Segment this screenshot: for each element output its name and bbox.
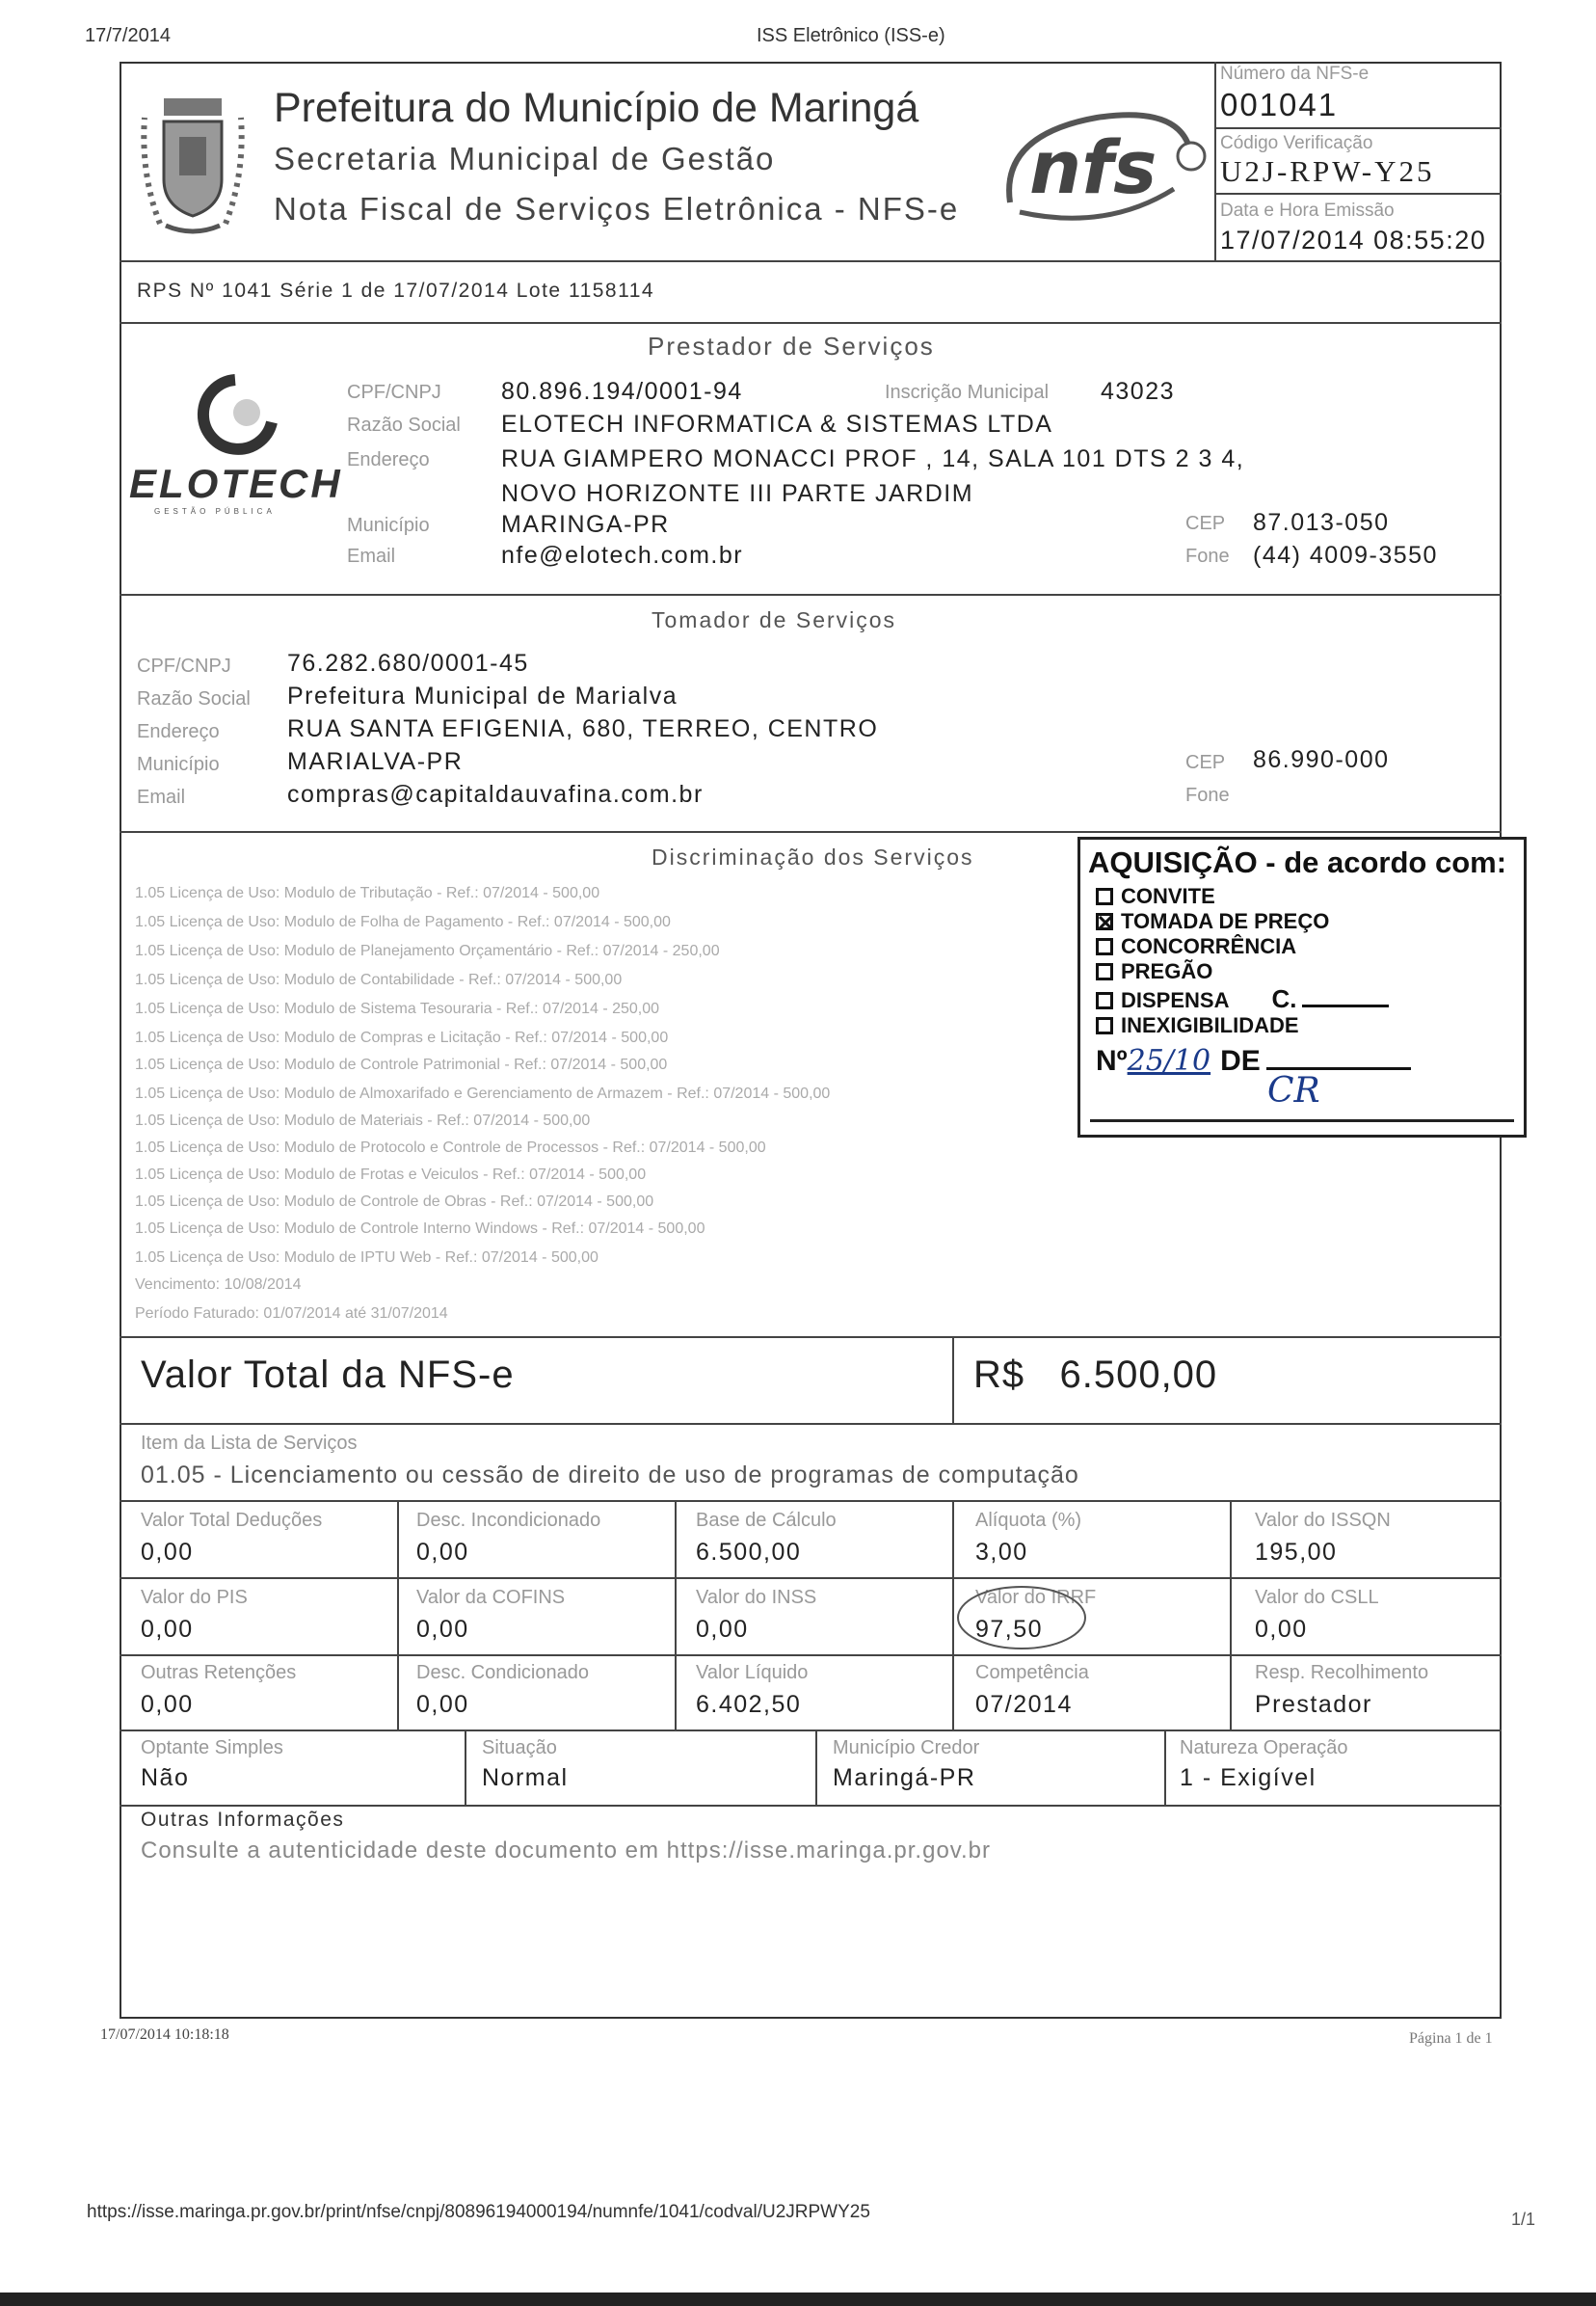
checkbox-concorrencia: [1096, 938, 1113, 955]
stamp-option-tomada-de-preco: TOMADA DE PREÇO: [1121, 909, 1330, 933]
dispensa-blank: [1302, 1005, 1389, 1007]
rule-tomador: [120, 831, 1502, 833]
stamp-option-pregao: PREGÃO: [1121, 959, 1213, 983]
grid-value: 0,00: [416, 1539, 469, 1566]
grid-label: Outras Retenções: [141, 1662, 297, 1683]
service-line: 1.05 Licença de Uso: Modulo de Sistema Tesouraria - Ref.: 07/2014 - 250,00: [135, 1001, 660, 1017]
tomador-endereco-label: Endereço: [137, 721, 220, 742]
check-x-icon: [1099, 916, 1112, 929]
grid-value: 195,00: [1255, 1539, 1338, 1566]
stamp-number-row: [1096, 1044, 1411, 1078]
checkbox-dispensa: [1096, 992, 1113, 1009]
checkbox-pregao: [1096, 963, 1113, 980]
tomador-razao-label: Razão Social: [137, 688, 251, 710]
rule-grid3: [120, 1730, 1502, 1731]
item-lista-label: Item da Lista de Serviços: [141, 1433, 358, 1454]
service-line: 1.05 Licença de Uso: Modulo de Controle de Obras - Ref.: 07/2014 - 500,00: [135, 1193, 654, 1210]
tomador-cep-value: 86.990-000: [1253, 746, 1390, 773]
prestador-fone-value: (44) 4009-3550: [1253, 542, 1438, 569]
checkbox-convite: [1096, 888, 1113, 905]
footer-url: https://isse.maringa.pr.gov.br/print/nfse/cnpj/80896194000194/numnfe/1041/codval/U2JRPWY25: [87, 2202, 870, 2222]
tomador-razao-value: Prefeitura Municipal de Marialva: [287, 683, 678, 710]
prestador-razao-value: ELOTECH INFORMATICA & SISTEMAS LTDA: [501, 411, 1053, 438]
situacao-value: Normal: [482, 1764, 569, 1791]
grid-label: Valor do INSS: [696, 1587, 817, 1608]
tomador-cep-label: CEP: [1185, 752, 1226, 773]
stamp-date-blank: [1266, 1067, 1411, 1070]
data-label: Data e Hora Emissão: [1220, 201, 1395, 221]
codigo-value: U2J-RPW-Y25: [1220, 154, 1435, 188]
prestador-fone-label: Fone: [1185, 546, 1230, 567]
service-line: 1.05 Licença de Uso: Modulo de Folha de Pagamento - Ref.: 07/2014 - 500,00: [135, 914, 671, 930]
footer-page-fraction: 1/1: [1511, 2210, 1536, 2229]
grid-label: Valor do PIS: [141, 1587, 248, 1608]
prestador-title: Prestador de Serviços: [648, 332, 935, 361]
grid-label: Valor do ISSQN: [1255, 1510, 1391, 1531]
prestador-im-value: 43023: [1101, 378, 1176, 405]
prestador-im-label: Inscrição Municipal: [885, 382, 1050, 403]
service-line: 1.05 Licença de Uso: Modulo de Frotas e Veiculos - Ref.: 07/2014 - 500,00: [135, 1166, 647, 1183]
natureza-operacao-value: 1 - Exigível: [1180, 1764, 1317, 1791]
tomador-municipio-label: Município: [137, 754, 220, 775]
stamp-dispensa-suffix: C.: [1271, 984, 1297, 1013]
nfse-title: Nota Fiscal de Serviços Eletrônica - NFS-e: [274, 191, 960, 227]
grid-label: Resp. Recolhimento: [1255, 1662, 1429, 1683]
rule-discriminacao: [120, 1336, 1502, 1338]
prestador-municipio-label: Município: [347, 515, 430, 536]
grid-value: 6.402,50: [696, 1691, 802, 1718]
stamp-signature-line: [1090, 1119, 1514, 1122]
irrf-circle-mark-icon: [954, 1583, 1089, 1652]
elotech-logo-text: ELOTECH: [129, 461, 343, 506]
outras-info-label: Outras Informações: [141, 1809, 345, 1831]
grid-value: 97,50: [975, 1616, 1044, 1643]
footer-timestamp: 17/07/2014 10:18:18: [100, 2026, 229, 2043]
checkbox-tomada-de-preco: [1096, 913, 1113, 930]
tomador-email-value: compras@capitaldauvafina.com.br: [287, 781, 704, 808]
optante-simples-label: Optante Simples: [141, 1737, 283, 1758]
prestador-endereco-label: Endereço: [347, 449, 430, 470]
elotech-logo-icon: [191, 374, 279, 457]
prestador-cep-value: 87.013-050: [1253, 509, 1390, 536]
service-line: 1.05 Licença de Uso: Modulo de Controle Interno Windows - Ref.: 07/2014 - 500,00: [135, 1220, 705, 1237]
total-label: Valor Total da NFS-e: [141, 1354, 515, 1396]
rule-total: [120, 1423, 1502, 1425]
service-line: 1.05 Licença de Uso: Modulo de Almoxarifado e Gerenciamento de Armazem - Ref.: 07/2014 - 500,00: [135, 1086, 831, 1102]
prestador-cep-label: CEP: [1185, 513, 1226, 534]
grid-value: 0,00: [141, 1616, 194, 1643]
grid-value: 0,00: [696, 1616, 749, 1643]
service-line: 1.05 Licença de Uso: Modulo de Protocolo e Controle de Processos - Ref.: 07/2014 - 500,00: [135, 1140, 766, 1156]
stamp-option-convite: CONVITE: [1121, 884, 1215, 908]
municipio-credor-label: Município Credor: [833, 1737, 980, 1758]
data-value: 17/07/2014 08:55:20: [1220, 226, 1487, 255]
grid-value: 0,00: [141, 1539, 194, 1566]
prestador-email-label: Email: [347, 546, 396, 567]
grid-label: Base de Cálculo: [696, 1510, 837, 1531]
grid-label: Alíquota (%): [975, 1510, 1082, 1531]
prestador-cpf-label: CPF/CNPJ: [347, 382, 441, 403]
rule-grid1: [120, 1577, 1502, 1579]
tomador-fone-label: Fone: [1185, 785, 1230, 806]
grid-col-divider: [1230, 1500, 1232, 1730]
footer-page: Página 1 de 1: [1409, 2030, 1493, 2047]
prefeitura-title: Prefeitura do Município de Maringá: [274, 85, 919, 131]
grid-value: 07/2014: [975, 1691, 1073, 1718]
service-line: 1.05 Licença de Uso: Modulo de Controle Patrimonial - Ref.: 07/2014 - 500,00: [135, 1057, 668, 1073]
rps-line: RPS Nº 1041 Série 1 de 17/07/2014 Lote 1158114: [137, 280, 655, 302]
service-line: 1.05 Licença de Uso: Modulo de Materiais - Ref.: 07/2014 - 500,00: [135, 1113, 591, 1129]
tomador-title: Tomador de Serviços: [652, 607, 897, 632]
grid4-col-divider: [1164, 1730, 1166, 1805]
prestador-cpf-value: 80.896.194/0001-94: [501, 378, 743, 405]
tomador-endereco-value: RUA SANTA EFIGENIA, 680, TERREO, CENTRO: [287, 715, 879, 742]
rule-prestador: [120, 594, 1502, 596]
rule-numero: [1214, 127, 1502, 129]
stamp-option-inexigibilidade: INEXIGIBILIDADE: [1121, 1013, 1299, 1037]
print-title: ISS Eletrônico (ISS-e): [757, 25, 945, 46]
tomador-email-label: Email: [137, 787, 186, 808]
tomador-cpf-label: CPF/CNPJ: [137, 656, 231, 677]
total-divider: [952, 1336, 954, 1423]
grid-col-divider: [397, 1500, 399, 1730]
item-lista-value: 01.05 - Licenciamento ou cessão de direito de uso de programas de computação: [141, 1461, 1079, 1488]
service-line: 1.05 Licença de Uso: Modulo de Contabilidade - Ref.: 07/2014 - 500,00: [135, 972, 623, 988]
prestador-municipio-value: MARINGA-PR: [501, 511, 670, 538]
header-divider: [1214, 62, 1216, 260]
grid-value: 0,00: [416, 1691, 469, 1718]
grid-value: 0,00: [1255, 1616, 1308, 1643]
rule-grid2: [120, 1654, 1502, 1656]
grid-label: Valor Total Deduções: [141, 1510, 323, 1531]
stamp-option-dispensa: DISPENSA: [1121, 988, 1230, 1012]
total-value: R$ 6.500,00: [973, 1354, 1218, 1396]
grid-label: Competência: [975, 1662, 1089, 1683]
stamp-signature: CR: [1267, 1071, 1320, 1111]
stamp-option-concorrencia: CONCORRÊNCIA: [1121, 934, 1297, 958]
natureza-operacao-label: Natureza Operação: [1180, 1737, 1348, 1758]
nfse-logo-icon: [991, 96, 1212, 231]
checkbox-inexigibilidade: [1096, 1017, 1113, 1034]
grid-value: 0,00: [416, 1616, 469, 1643]
situacao-label: Situação: [482, 1737, 557, 1758]
numero-label: Número da NFS-e: [1220, 64, 1370, 84]
prestador-razao-label: Razão Social: [347, 415, 461, 436]
rule-codigo: [1214, 193, 1502, 195]
prestador-email-value: nfe@elotech.com.br: [501, 542, 744, 569]
rule-rps: [120, 322, 1502, 324]
secretaria-title: Secretaria Municipal de Gestão: [274, 141, 776, 176]
grid4-col-divider: [465, 1730, 466, 1805]
scan-bottom-edge: [0, 2293, 1596, 2306]
grid-label: Valor do CSLL: [1255, 1587, 1379, 1608]
optante-simples-value: Não: [141, 1764, 190, 1791]
grid-label: Valor do IRRF: [975, 1587, 1097, 1608]
grid-label: Valor Líquido: [696, 1662, 809, 1683]
coat-of-arms-icon: [131, 79, 254, 243]
grid-value: 0,00: [141, 1691, 194, 1718]
grid4-col-divider: [815, 1730, 817, 1805]
service-line: 1.05 Licença de Uso: Modulo de Compras e Licitação - Ref.: 07/2014 - 500,00: [135, 1030, 669, 1046]
service-line: 1.05 Licença de Uso: Modulo de Tributação - Ref.: 07/2014 - 500,00: [135, 885, 600, 901]
prestador-endereco-value-1: RUA GIAMPERO MONACCI PROF , 14, SALA 101 DTS 2 3 4,: [501, 445, 1245, 472]
grid-col-divider: [675, 1500, 677, 1730]
grid-label: Desc. Condicionado: [416, 1662, 589, 1683]
numero-value: 001041: [1220, 87, 1339, 122]
municipio-credor-value: Maringá-PR: [833, 1764, 976, 1791]
service-line: 1.05 Licença de Uso: Modulo de IPTU Web - Ref.: 07/2014 - 500,00: [135, 1249, 598, 1266]
elotech-logo-sub: GESTÃO PÚBLICA: [154, 507, 276, 516]
service-line: 1.05 Licença de Uso: Modulo de Planejamento Orçamentário - Ref.: 07/2014 - 250,00: [135, 943, 720, 959]
tomador-cpf-value: 76.282.680/0001-45: [287, 650, 529, 677]
grid-value: 6.500,00: [696, 1539, 802, 1566]
acquisition-stamp: [1077, 837, 1527, 1138]
rule-item: [120, 1500, 1502, 1502]
stamp-title: AQUISIÇÃO - de acordo com:: [1088, 845, 1507, 879]
stamp-numero-value: 25/10: [1127, 1044, 1211, 1078]
due-date-line: Vencimento: 10/08/2014: [135, 1276, 302, 1293]
codigo-label: Código Verificação: [1220, 133, 1373, 153]
grid-value: Prestador: [1255, 1691, 1372, 1718]
billing-period-line: Período Faturado: 01/07/2014 até 31/07/2014: [135, 1305, 448, 1322]
outras-info-value: Consulte a autenticidade deste documento em https://isse.maringa.pr.gov.br: [141, 1837, 992, 1864]
grid-value: 3,00: [975, 1539, 1028, 1566]
nfse-logo-text: nfs: [1029, 124, 1157, 210]
print-date: 17/7/2014: [85, 25, 171, 46]
discriminacao-title: Discriminação dos Serviços: [652, 845, 974, 870]
prestador-endereco-value-2: NOVO HORIZONTE III PARTE JARDIM: [501, 480, 974, 507]
rule-grid4: [120, 1805, 1502, 1807]
rule-header: [120, 260, 1502, 262]
grid-label: Desc. Incondicionado: [416, 1510, 601, 1531]
tomador-municipio-value: MARIALVA-PR: [287, 748, 464, 775]
grid-label: Valor da COFINS: [416, 1587, 566, 1608]
stamp-numero-prefix: Nº: [1096, 1045, 1128, 1077]
stamp-de-label: DE: [1220, 1045, 1261, 1077]
